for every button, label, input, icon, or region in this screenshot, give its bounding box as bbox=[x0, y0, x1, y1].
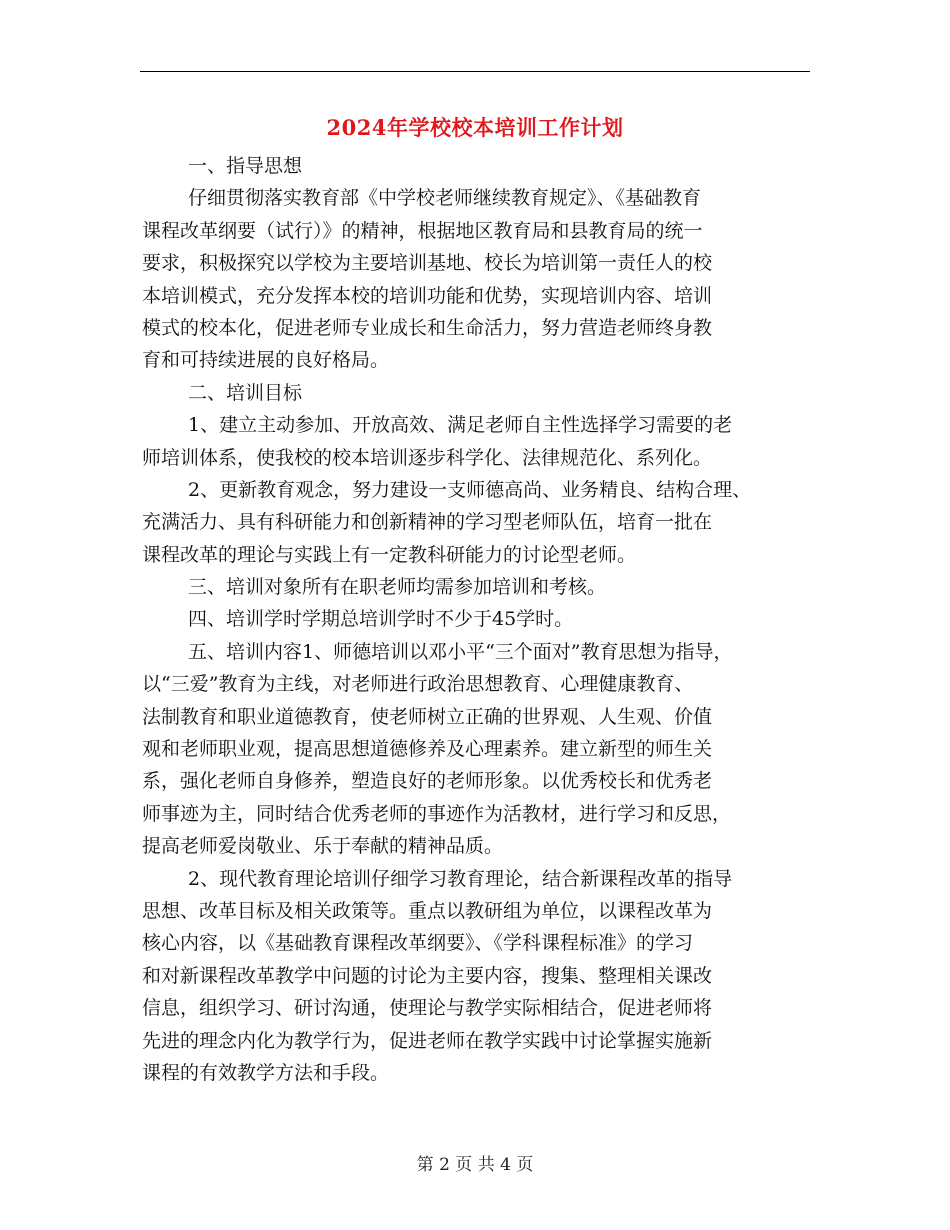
document-title: 2024年学校校本培训工作计划 bbox=[326, 115, 624, 140]
body-line: 提高老师爱岗敬业、乐于奉献的精神品质。 bbox=[142, 835, 504, 858]
body-line: 师培训体系，使我校的校本培训逐步科学化、法律规范化、系列化。 bbox=[142, 446, 713, 469]
body-line: 课程的有效教学方法和手段。 bbox=[142, 1061, 390, 1084]
body-line: 本培训模式，充分发挥本校的培训功能和优势，实现培训内容、培训 bbox=[142, 284, 713, 307]
body-line: 师事迹为主，同时结合优秀老师的事迹作为活教材，进行学习和反思， bbox=[142, 802, 732, 825]
body-line: 充满活力、具有科研能力和创新精神的学习型老师队伍，培育一批在 bbox=[142, 511, 713, 534]
body-line: 1、建立主动参加、开放高效、满足老师自主性选择学习需要的老 bbox=[188, 414, 733, 437]
body-line: 2、更新教育观念，努力建设一支师德高尚、业务精良、结构合理、 bbox=[188, 478, 752, 501]
body-line: 一、指导思想 bbox=[188, 155, 303, 177]
body-line: 和对新课程改革教学中问题的讨论为主要内容，搜集、整理相关课改 bbox=[142, 964, 713, 987]
body-line: 五、培训内容1、师德培训以邓小平“三个面对”教育思想为指导， bbox=[188, 640, 733, 663]
body-line: 思想、改革目标及相关政策等。重点以教研组为单位，以课程改革为 bbox=[142, 899, 713, 922]
body-line: 育和可持续进展的良好格局。 bbox=[142, 349, 390, 372]
body-line: 四、培训学时学期总培训学时不少于45学时。 bbox=[188, 608, 574, 631]
body-line: 法制教育和职业道德教育，使老师树立正确的世界观、人生观、价值 bbox=[142, 705, 713, 728]
header-rule bbox=[140, 71, 810, 72]
body-line: 以“三爱”教育为主线，对老师进行政治思想教育、心理健康教育、 bbox=[142, 673, 694, 696]
body-line: 观和老师职业观，提高思想道德修养及心理素养。建立新型的师生关 bbox=[142, 738, 713, 761]
body-line: 先进的理念内化为教学行为，促进老师在教学实践中讨论掌握实施新 bbox=[142, 1029, 713, 1052]
body-line: 仔细贯彻落实教育部《中学校老师继续教育规定》、《基础教育 bbox=[188, 187, 702, 210]
body-line: 2、现代教育理论培训仔细学习教育理论，结合新课程改革的指导 bbox=[188, 867, 733, 890]
body-line: 课程改革的理论与实践上有一定教科研能力的讨论型老师。 bbox=[142, 543, 637, 566]
page-number: 第 2 页 共 4 页 bbox=[416, 1155, 534, 1175]
body-line: 模式的校本化，促进老师专业成长和生命活力，努力营造老师终身教 bbox=[142, 316, 713, 339]
body-line: 系，强化老师自身修养，塑造良好的老师形象。以优秀校长和优秀老 bbox=[142, 770, 713, 793]
body-line: 三、培训对象所有在职老师均需参加培训和考核。 bbox=[188, 576, 607, 599]
document-body bbox=[142, 150, 810, 1089]
body-line: 核心内容，以《基础教育课程改革纲要》、《学科课程标准》的学习 bbox=[142, 932, 694, 955]
body-line: 二、培训目标 bbox=[188, 381, 303, 404]
body-line: 要求，积极探究以学校为主要培训基地、校长为培训第一责任人的校 bbox=[142, 252, 713, 275]
body-line: 课程改革纲要（试行）》的精神，根据地区教育局和县教育局的统一 bbox=[142, 219, 703, 242]
body-line: 信息，组织学习、研讨沟通，使理论与教学实际相结合，促进老师将 bbox=[142, 997, 713, 1020]
